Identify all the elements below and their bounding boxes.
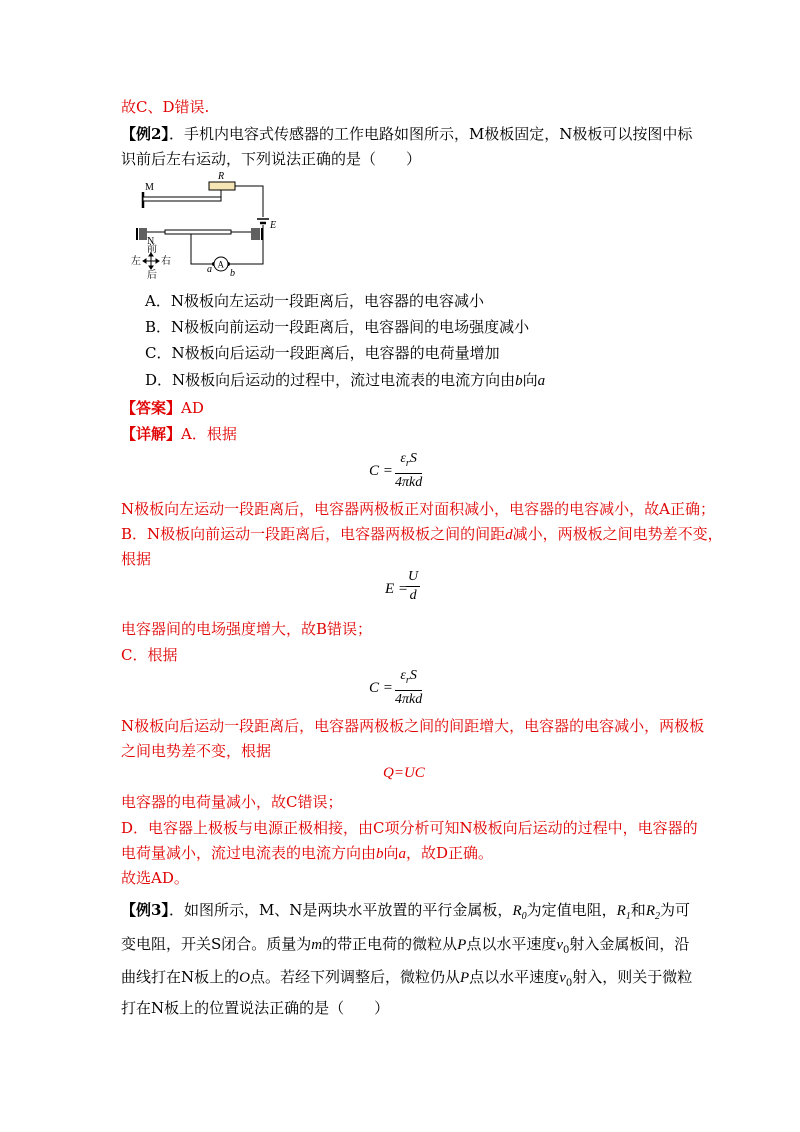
example-3-line4: 打在N板上的位置说法正确的是（ ） [121,999,390,1017]
explanation-a: N极板向左运动一段距离后，电容器两极板正对面积减小，电容器的电容减小，故A正确； [121,500,715,518]
explanation-d-line1: D．电容器上极板与电源正极相接，由C项分析可知N极板向后运动的过程中，电容器的 [121,819,698,837]
label-back: 后 [147,270,157,281]
option-d-text: D．N极板向后运动的过程中，流过电流表的电流方向由 [145,371,516,389]
label-n: N [147,236,155,247]
label-a: a [207,264,212,275]
symbol-v0-sub: 0 [563,945,570,956]
explanation-c-result: 电容器的电荷量减小，故C错误； [121,793,343,811]
example-3-line1 [121,900,690,927]
detail-label: 【详解】 [121,425,182,443]
option-d [145,370,545,391]
option-d-mid: 向 [522,371,538,389]
option-d-b: b [515,373,523,389]
example-3-text-9: 点。若经下列调整后，微粒仍从 [249,968,460,986]
symbol-v0: v [556,937,563,953]
formula-1-epsilon: ε [400,451,406,466]
formula-3-denominator: 4πkd [395,691,423,707]
direction-cross-icon [143,253,159,269]
answer-label: 【答案】 [121,399,182,417]
explanation-b-tail: 减小，两极板之间电势差不变， [512,525,723,543]
example-3-line2 [121,934,689,961]
example-3-text-6: 点以水平速度 [466,935,557,953]
formula-3-fraction [395,667,422,709]
option-a: A．N极板向左运动一段距离后，电容器的电容减小 [145,292,484,310]
symbol-r0-sub: 0 [521,911,527,922]
conclusion-line: 故C、D错误. [121,98,210,116]
example-2-stem-line2: 识前后左右运动，下列说法正确的是（ ） [121,150,422,168]
detail-text: A．根据 [181,425,237,443]
example-3-text-7: 射入金属板间，沿 [569,935,690,953]
explanation-c-according: C．根据 [121,646,178,664]
example-2-stem-text: ．手机内电容式传感器的工作电路如图所示，M极板固定，N极板可以按图中标 [168,125,693,143]
right-spring [231,228,262,240]
formula-1-lhs: C = [369,463,393,479]
example-3-line3 [121,967,692,994]
formula-2-lhs: E = [385,581,409,597]
wire-r-to-battery [235,186,263,217]
explanation-b-d: d [505,527,513,543]
example-3-text-4: 变电阻，开关S闭合。质量为 [121,935,312,953]
example-3-text-10: 点以水平速度 [469,968,560,986]
explanation-b [121,524,723,545]
example-3-text-5: 的带正电荷的微粒从 [322,935,458,953]
explanation-b-text: B．N极板向前运动一段距离后，电容器两极板之间的间距 [121,525,506,543]
formula-4: Q=UC [383,765,425,781]
example-3-text-8: 曲线打在N板上的 [121,968,240,986]
n-plate [165,230,231,234]
symbol-r0: R [512,903,522,919]
answer-value: AD [181,399,204,417]
symbol-o: O [239,970,250,986]
symbol-v0-2-sub: 0 [565,978,573,989]
m-plate [143,197,221,201]
symbol-r1: R [616,903,626,919]
option-d-a: a [537,373,546,389]
detail-line [121,424,237,444]
example-3-text-2: 为定值电阻， [526,901,617,919]
final-selection: 故选AD。 [121,869,189,887]
symbol-v0-2: v [559,970,566,986]
formula-1-fraction [395,450,422,492]
formula-1-s: S [409,451,417,466]
formula-1-denominator: 4πkd [395,474,423,490]
example-3-and: 和 [630,901,646,919]
formula-2-numerator: U [406,568,420,587]
explanation-c-line2: 之间电势差不变，根据 [121,742,272,760]
explanation-b-according: 根据 [121,550,152,568]
explanation-d-text: 电荷量减小，流过电流表的电流方向由 [121,844,377,862]
label-r: R [218,172,225,182]
wire-n-to-ammeter [191,234,213,264]
resistor-r [209,182,235,190]
explanation-d-b: b [376,846,384,862]
symbol-r2: R [645,903,655,919]
example-2-stem-line1 [121,124,692,144]
label-b: b [230,268,235,279]
explanation-d-line2 [121,843,493,864]
label-m: M [145,182,154,193]
explanation-b-result: 电容器间的电场强度增大，故B错误； [121,620,373,638]
formula-3-epsilon-sub: r [405,674,410,686]
answer-line [121,398,204,418]
formula-1-epsilon-sub: r [405,457,410,469]
symbol-r2-sub: 2 [654,911,660,922]
formula-2-denominator: d [409,588,417,603]
explanation-d-mid: 向 [383,844,399,862]
label-right: 右 [161,256,171,267]
example-3-label: 【例3】 [121,901,169,919]
formula-3-lhs: C = [369,680,393,696]
symbol-p: P [457,937,467,953]
explanation-c-line1: N极板向后运动一段距离后，电容器两极板之间的间距增大，电容器的电容减小，两极板 [121,717,705,735]
symbol-r1-sub: 1 [625,911,631,922]
label-left: 左 [131,256,141,267]
formula-3-epsilon: ε [400,668,406,683]
formula-3-s: S [409,668,417,683]
label-ammeter: A [217,259,224,270]
circuit-diagram [121,172,291,282]
example-2-label: 【例2】 [121,125,169,143]
label-e: E [270,220,277,231]
symbol-p-2: P [460,970,470,986]
explanation-d-a: a [398,846,407,862]
option-b: B．N极板向前运动一段距离后，电容器间的电场强度减小 [145,318,530,336]
label-front: 前 [147,244,157,255]
option-c: C．N极板向后运动一段距离后，电容器的电荷量增加 [145,344,500,362]
explanation-d-tail: ，故D正确。 [406,844,494,862]
symbol-m: m [311,937,323,953]
example-3-text-1: ．如图所示，M、N是两块水平放置的平行金属板， [168,901,513,919]
example-3-text-3: 为可 [659,901,690,919]
formula-2-fraction [406,568,420,605]
example-3-text-11: 射入，则关于微粒 [572,968,693,986]
